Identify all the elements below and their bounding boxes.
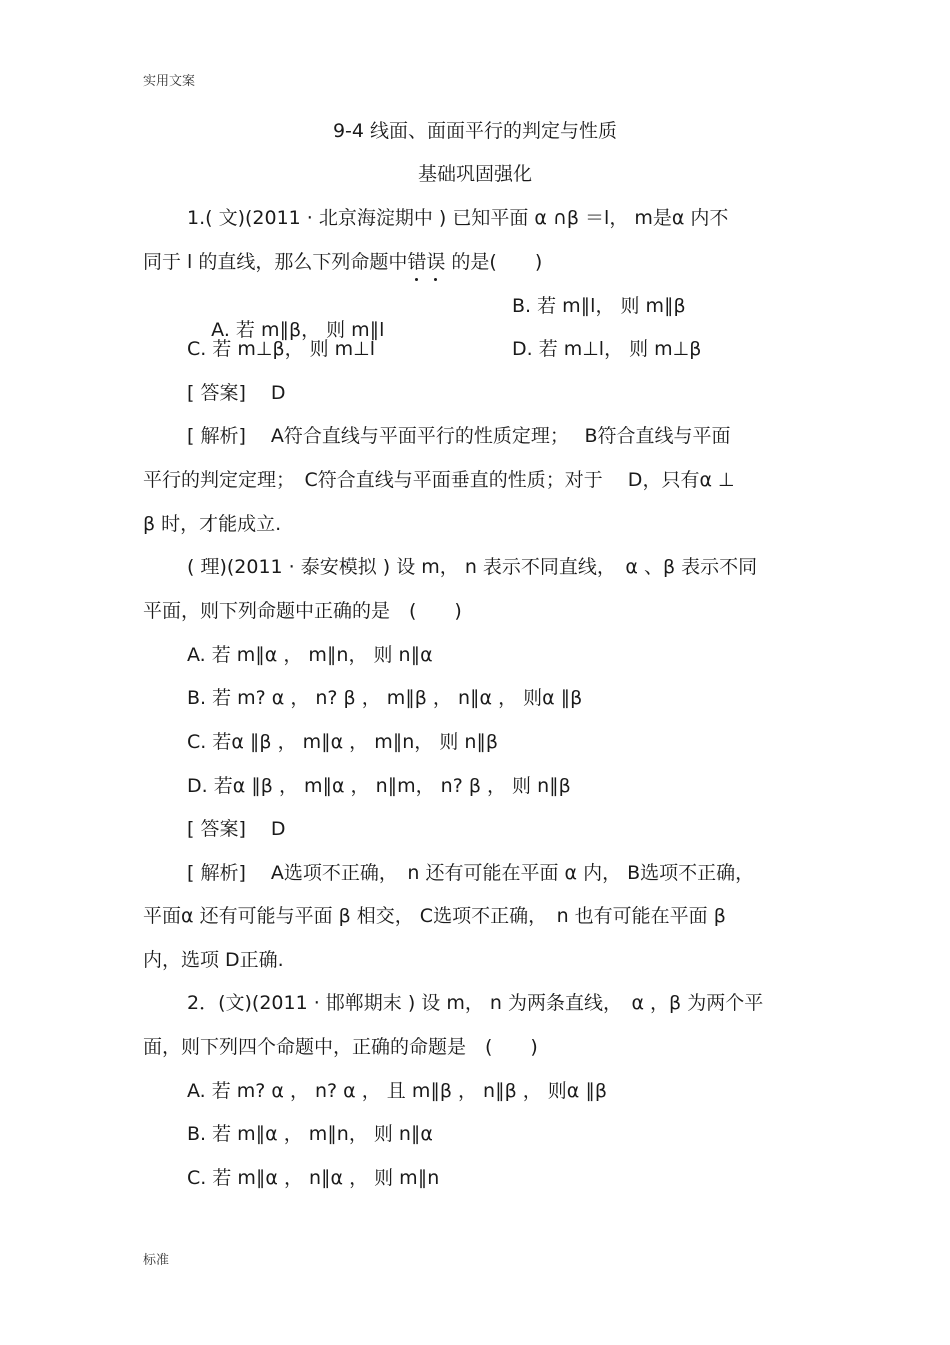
q1-stem-line2-pre: 同于 l 的直线，那么下列命题中: [143, 251, 408, 273]
q1li-option-b: B. 若 m? α ， n? β ， m∥β ， n∥α ， 则α ∥β: [187, 687, 583, 709]
q1li-option-c: C. 若α ∥β ， m∥α ， m∥n， 则 n∥β: [187, 731, 499, 753]
q1li-analysis-line2: 平面α 还有可能与平面 β 相交， C选项不正确， n 也有可能在平面 β: [143, 905, 726, 927]
doc-title: 9-4 线面、面面平行的判定与性质: [332, 120, 618, 142]
q2-option-b: B. 若 m∥α ， m∥n， 则 n∥α: [187, 1123, 433, 1145]
q1li-option-a: A. 若 m∥α ， m∥n， 则 n∥α: [187, 644, 433, 666]
doc-subtitle: 基础巩固强化: [417, 163, 532, 185]
q2-option-a: A. 若 m? α ， n? α ， 且 m∥β ， n∥β ， 则α ∥β: [187, 1080, 607, 1102]
q1-answer: [ 答案] D: [187, 382, 286, 404]
q1-option-b: B. 若 m∥l， 则 m∥β: [512, 295, 686, 317]
q1li-option-d: D. 若α ∥β ， m∥α ， n∥m， n? β ， 则 n∥β: [187, 775, 571, 797]
emphasis-dot-char: 错: [407, 251, 427, 273]
q1-stem-line2-post: 的是( ): [445, 251, 543, 273]
q1li-analysis-line3: 内，选项 D正确.: [143, 949, 284, 971]
q1-option-a: A. 若 m∥β， 则 m∥l: [211, 319, 385, 341]
q2-stem-line1: 2．(文)(2011 · 邯郸期末 ) 设 m， n 为两条直线， α ，β 为两个平: [187, 992, 764, 1014]
q1-analysis-line1: [ 解析] A符合直线与平面平行的性质定理； B符合直线与平面: [187, 425, 731, 447]
q2-stem-line2: 面，则下列四个命题中，正确的命题是 ( ): [143, 1036, 538, 1058]
q1li-stem-line1: ( 理)(2011 · 泰安模拟 ) 设 m， n 表示不同直线， α 、β 表示不同: [187, 556, 758, 578]
q1li-analysis-line1: [ 解析] A选项不正确， n 还有可能在平面 α 内， B选项不正确，: [187, 862, 755, 884]
q1li-stem-line2: 平面，则下列命题中正确的是 ( ): [143, 600, 462, 622]
q1li-answer: [ 答案] D: [187, 818, 286, 840]
page-header: 实用文案: [143, 74, 196, 89]
emphasis-dot-char: 误: [426, 251, 446, 273]
q2-option-c: C. 若 m∥α ， n∥α ， 则 m∥n: [187, 1167, 440, 1189]
page-footer: 标准: [143, 1253, 170, 1268]
q1-option-c: C. 若 m⊥β， 则 m⊥l: [187, 338, 375, 360]
q1-option-d: D. 若 m⊥l， 则 m⊥β: [512, 338, 702, 360]
q1-stem-line1: 1.( 文)(2011 · 北京海淀期中 ) 已知平面 α ∩β ＝l， m是α 内不: [187, 207, 729, 229]
q1-analysis-line3: β 时，才能成立.: [143, 513, 282, 535]
q1-stem-line2: [143, 250, 542, 274]
q1-analysis-line2: 平行的判定定理； C符合直线与平面垂直的性质；对于 D，只有α ⊥: [143, 469, 735, 491]
